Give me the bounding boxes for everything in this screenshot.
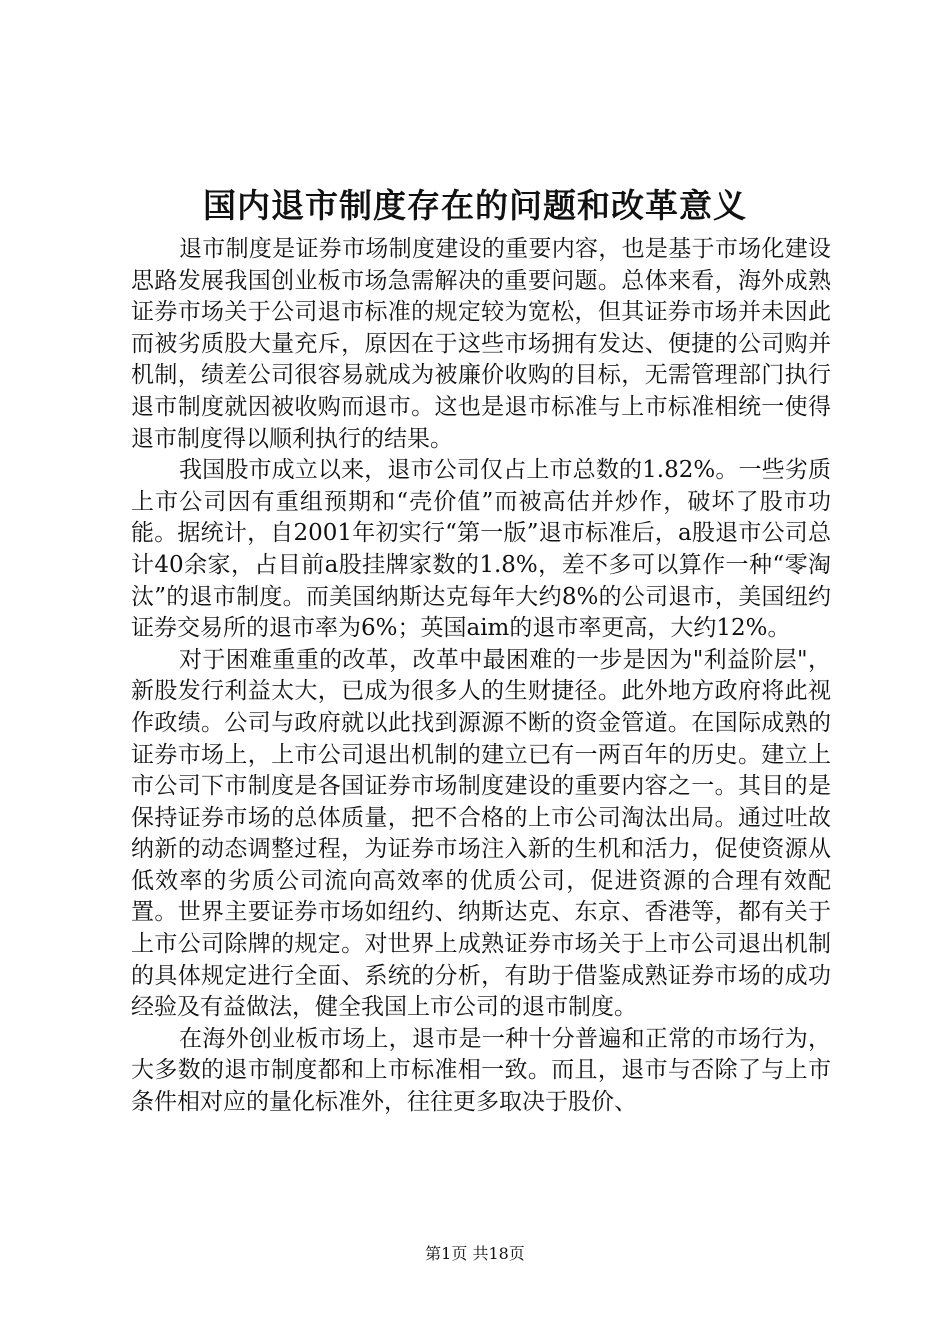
document-body: [131, 234, 831, 1119]
page-number-footer: 第1页 共18页: [425, 1244, 525, 1263]
document-title: 国内退市制度存在的问题和改革意义: [203, 186, 747, 225]
paragraph-4: 在海外创业板市场上，退市是一种十分普遍和正常的市场行为，大多数的退市制度都和上市标准相一致。而且，退市与否除了与上市条件相对应的量化标准外，往往更多取决于股价、: [131, 1025, 831, 1116]
paragraph-2: 我国股市成立以来，退市公司仅占上市总数的1.82%。一些劣质上市公司因有重组预期和“壳价值”而被高估并炒作，破坏了股市功能。据统计，自2001年初实行“第一版”退市标准后，a股退市公司总计40余家，占目前a股挂牌家数的1.8%，差不多可以算作一种“零淘汰”的退市制度。而美国纳斯达克每年大约8%的公司退市，美国纽约证券交易所的退市率为6%；英国aim的退市率更高，大约12%。: [131, 457, 831, 642]
paragraph-1: 退市制度是证券市场制度建设的重要内容，也是基于市场化建设思路发展我国创业板市场急需解决的重要问题。总体来看，海外成熟证券市场关于公司退市标准的规定较为宽松，但其证券市场并未因此而被劣质股大量充斥，原因在于这些市场拥有发达、便捷的公司购并机制，绩差公司很容易就成为被廉价收购的目标，无需管理部门执行退市制度就因被收购而退市。这也是退市标准与上市标准相统一使得退市制度得以顺利执行的结果。: [131, 236, 831, 452]
paragraph-3: 对于困难重重的改革，改革中最困难的一步是因为"利益阶层"，新股发行利益太大，已成为很多人的生财捷径。此外地方政府将此视作政绩。公司与政府就以此找到源源不断的资金管道。在国际成熟的证券市场上，上市公司退出机制的建立已有一两百年的历史。建立上市公司下市制度是各国证券市场制度建设的重要内容之一。其目的是保持证券市场的总体质量，把不合格的上市公司淘汰出局。通过吐故纳新的动态调整过程，为证券市场注入新的生机和活力，促使资源从低效率的劣质公司流向高效率的优质公司，促进资源的合理有效配置。世界主要证券市场如纽约、纳斯达克、东京、香港等，都有关于上市公司除牌的规定。对世界上成熟证券市场关于上市公司退出机制的具体规定进行全面、系统的分析，有助于借鉴成熟证券市场的成功经验及有益做法，健全我国上市公司的退市制度。: [131, 646, 831, 1021]
